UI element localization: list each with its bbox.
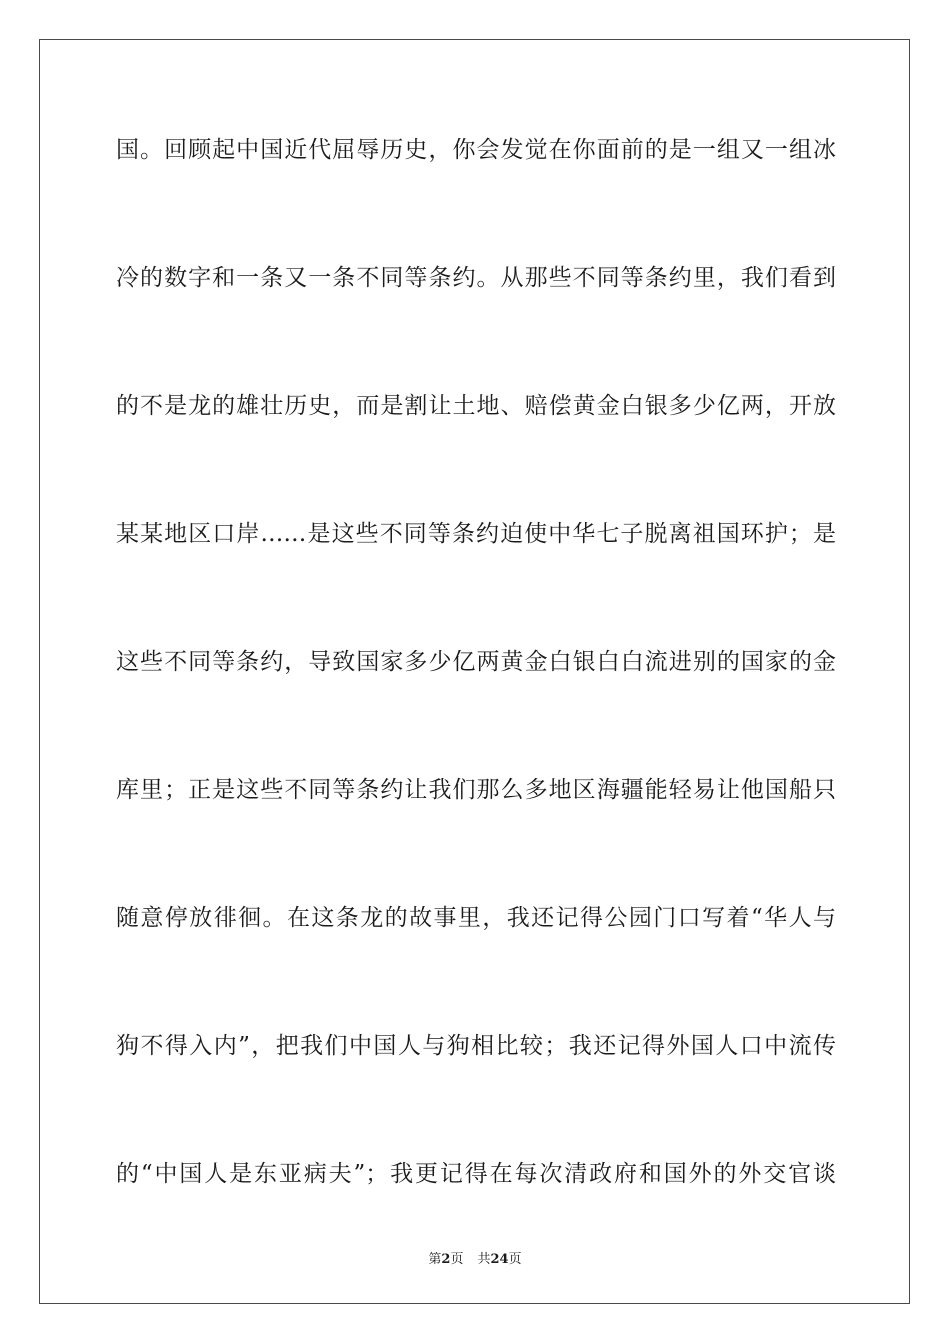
page-prefix: 第 (428, 1252, 442, 1267)
text-line: 冷的数字和一条又一条不同等条约。从那些不同等条约里，我们看到 (116, 265, 836, 291)
total-suffix: 页 (508, 1252, 522, 1267)
text-line: 库里；正是这些不同等条约让我们那么多地区海疆能轻易让他国船只 (116, 777, 836, 803)
text-line: 某某地区口岸……是这些不同等条约迫使中华七子脱离祖国环护；是 (116, 521, 836, 547)
text-line: 的“中国人是东亚病夫”；我更记得在每次清政府和国外的外交官谈 (116, 1161, 836, 1187)
text-line: 国。回顾起中国近代屈辱历史，你会发觉在你面前的是一组又一组冰 (116, 137, 836, 163)
page-number: 2 (441, 1252, 451, 1267)
text-line: 随意停放徘徊。在这条龙的故事里，我还记得公园门口写着“华人与 (116, 905, 836, 931)
text-line: 狗不得入内”，把我们中国人与狗相比较；我还记得外国人口中流传 (116, 1033, 836, 1059)
page-footer (0, 1248, 950, 1267)
body-text (116, 118, 836, 1270)
text-line: 这些不同等条约，导致国家多少亿两黄金白银白白流进别的国家的金 (116, 649, 836, 675)
total-prefix: 共 (477, 1252, 491, 1267)
total-pages: 24 (490, 1252, 509, 1267)
text-line: 的不是龙的雄壮历史，而是割让土地、赔偿黄金白银多少亿两，开放 (116, 393, 836, 419)
page-suffix: 页 (450, 1252, 464, 1267)
